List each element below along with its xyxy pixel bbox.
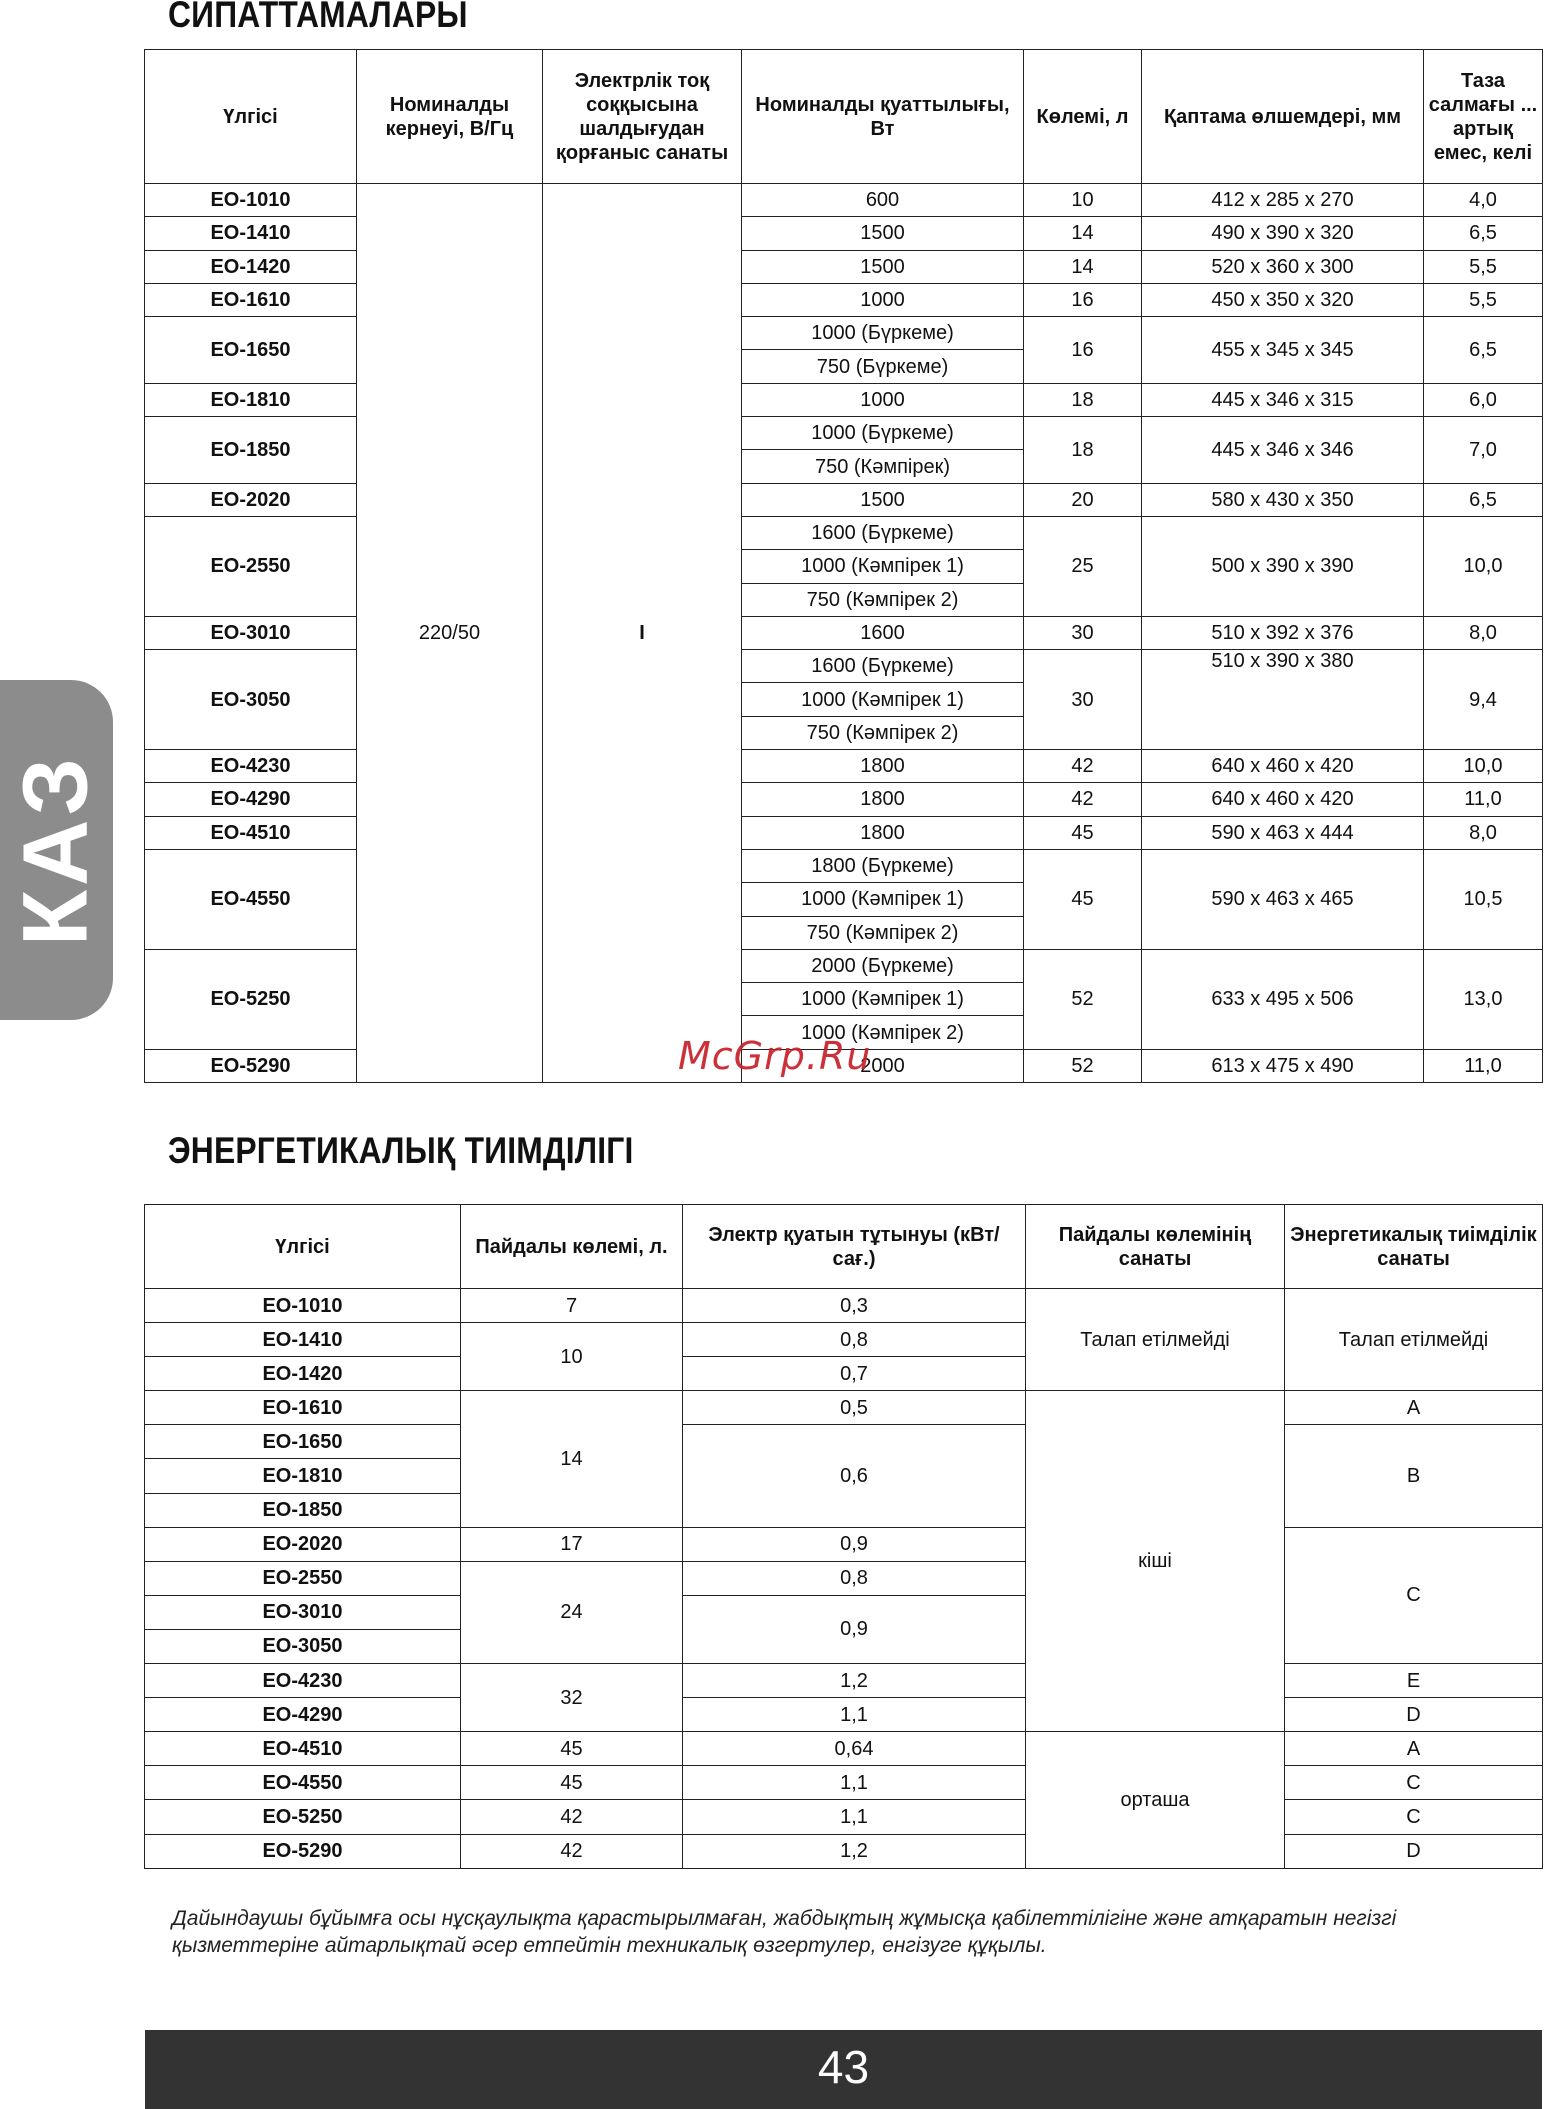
spec-power-cell: 1500 [742, 250, 1024, 283]
energy-model-cell: ЕО-4510 [145, 1732, 461, 1766]
spec-dimensions-cell: 490 x 390 x 320 [1142, 217, 1424, 250]
spec-volume-cell: 18 [1024, 383, 1142, 416]
spec-weight-cell: 6,5 [1424, 317, 1543, 384]
spec-dimensions-cell: 640 x 460 x 420 [1142, 750, 1424, 783]
spec-model-cell: ЕО-3010 [145, 616, 357, 649]
spec-volume-cell: 16 [1024, 283, 1142, 316]
energy-volume-cell: 10 [461, 1323, 683, 1391]
spec-model-cell: ЕО-2020 [145, 483, 357, 516]
spec-dimensions-cell: 445 x 346 x 346 [1142, 417, 1424, 484]
page-footer-bar [145, 2030, 1542, 2109]
energy-consumption-cell: 1,2 [683, 1834, 1026, 1868]
spec-power-cell: 750 (Кәмпірек) [742, 450, 1024, 483]
spec-table-row [145, 483, 1543, 516]
energy-model-cell: ЕО-1010 [145, 1289, 461, 1323]
spec-model-cell: ЕО-5290 [145, 1049, 357, 1082]
energy-volume-cell: 14 [461, 1391, 683, 1527]
spec-power-cell: 1000 (Кәмпірек 1) [742, 883, 1024, 916]
energy-volume-category-cell: Талап етілмейді [1026, 1289, 1285, 1391]
spec-header-volume: Көлемі, л [1024, 50, 1142, 184]
spec-volume-cell: 30 [1024, 650, 1142, 750]
energy-header-row [145, 1205, 1543, 1289]
spec-table-row [145, 750, 1543, 783]
energy-consumption-cell: 1,2 [683, 1664, 1026, 1698]
energy-model-cell: ЕО-3050 [145, 1629, 461, 1663]
spec-dimensions-cell: 613 x 475 x 490 [1142, 1049, 1424, 1082]
spec-power-cell: 1000 [742, 283, 1024, 316]
spec-weight-cell: 7,0 [1424, 417, 1543, 484]
spec-dimensions-cell: 500 x 390 x 390 [1142, 516, 1424, 616]
spec-header-protection: Электрлік тоқ соққысына шалдығудан қорғаныс санаты [543, 50, 742, 184]
spec-weight-cell: 5,5 [1424, 250, 1543, 283]
energy-volume-cell: 7 [461, 1289, 683, 1323]
spec-model-cell: ЕО-4510 [145, 816, 357, 849]
energy-volume-category-cell: кіші [1026, 1391, 1285, 1732]
spec-volume-cell: 45 [1024, 849, 1142, 949]
spec-table-row [145, 217, 1543, 250]
spec-model-cell: ЕО-3050 [145, 650, 357, 750]
spec-weight-cell: 10,5 [1424, 849, 1543, 949]
energy-table-row [145, 1800, 1543, 1834]
spec-table-row [145, 783, 1543, 816]
spec-table-row [145, 250, 1543, 283]
energy-efficiency-class-cell: A [1285, 1391, 1543, 1425]
spec-power-cell: 1000 [742, 383, 1024, 416]
spec-power-cell: 1600 (Бүркеме) [742, 516, 1024, 549]
spec-power-cell: 2000 [742, 1049, 1024, 1082]
spec-power-cell: 600 [742, 184, 1024, 217]
language-side-tab [0, 680, 113, 1020]
spec-power-cell: 1000 (Кәмпірек 2) [742, 1016, 1024, 1049]
energy-volume-cell: 42 [461, 1834, 683, 1868]
energy-efficiency-class-cell: A [1285, 1732, 1543, 1766]
energy-model-cell: ЕО-4290 [145, 1698, 461, 1732]
spec-weight-cell: 13,0 [1424, 949, 1543, 1049]
energy-consumption-cell: 0,9 [683, 1595, 1026, 1663]
energy-model-cell: ЕО-1810 [145, 1459, 461, 1493]
energy-volume-cell: 42 [461, 1800, 683, 1834]
spec-table-row [145, 383, 1543, 416]
spec-table-row [145, 816, 1543, 849]
energy-table-row [145, 1834, 1543, 1868]
energy-model-cell: ЕО-3010 [145, 1595, 461, 1629]
spec-weight-cell: 6,0 [1424, 383, 1543, 416]
energy-consumption-cell: 0,9 [683, 1527, 1026, 1561]
spec-section-title: СИПАТТАМАЛАРЫ [168, 0, 468, 35]
spec-weight-cell: 8,0 [1424, 816, 1543, 849]
energy-volume-cell: 45 [461, 1766, 683, 1800]
spec-model-cell: ЕО-1810 [145, 383, 357, 416]
spec-power-cell: 1000 (Бүркеме) [742, 417, 1024, 450]
energy-table-row [145, 1698, 1543, 1732]
footnote: Дайындаушы бұйымға осы нұсқаулықта қарастырылмаған, жабдықтың жұмысқа қабілеттілігіне және атқаратын негізгі қызметтеріне айтарлықтай әсер етпейтін техникалық өзгертулер, енгізуге құқылы. [172, 1907, 1397, 1957]
spec-model-cell: ЕО-1010 [145, 184, 357, 217]
energy-consumption-cell: 0,6 [683, 1425, 1026, 1527]
energy-consumption-cell: 1,1 [683, 1800, 1026, 1834]
energy-model-cell: ЕО-1420 [145, 1357, 461, 1391]
spec-volume-cell: 30 [1024, 616, 1142, 649]
spec-header-voltage: Номиналды кернеуі, В/Гц [357, 50, 543, 184]
spec-weight-cell: 4,0 [1424, 184, 1543, 217]
energy-model-cell: ЕО-4230 [145, 1664, 461, 1698]
energy-table-row [145, 1425, 1543, 1459]
energy-consumption-cell: 0,8 [683, 1323, 1026, 1357]
spec-dimensions-cell: 580 x 430 x 350 [1142, 483, 1424, 516]
spec-power-cell: 750 (Кәмпірек 2) [742, 916, 1024, 949]
spec-table-row [145, 184, 1543, 217]
energy-header-useful-volume: Пайдалы көлемі, л. [461, 1205, 683, 1289]
spec-model-cell: ЕО-1420 [145, 250, 357, 283]
spec-power-cell: 1600 [742, 616, 1024, 649]
energy-model-cell: ЕО-4550 [145, 1766, 461, 1800]
spec-model-cell: ЕО-1410 [145, 217, 357, 250]
spec-dimensions-cell: 455 x 345 x 345 [1142, 317, 1424, 384]
energy-consumption-cell: 0,8 [683, 1561, 1026, 1595]
spec-power-cell: 1800 (Бүркеме) [742, 849, 1024, 882]
energy-consumption-cell: 0,3 [683, 1289, 1026, 1323]
spec-dimensions-cell: 450 x 350 x 320 [1142, 283, 1424, 316]
spec-volume-cell: 18 [1024, 417, 1142, 484]
energy-consumption-cell: 1,1 [683, 1766, 1026, 1800]
energy-header-volume-category: Пайдалы көлемінің санаты [1026, 1205, 1285, 1289]
spec-weight-cell: 6,5 [1424, 217, 1543, 250]
energy-table-row [145, 1527, 1543, 1561]
spec-table [144, 49, 1543, 1083]
energy-model-cell: ЕО-2550 [145, 1561, 461, 1595]
energy-table-row [145, 1289, 1543, 1323]
spec-volume-cell: 10 [1024, 184, 1142, 217]
spec-power-cell: 1000 (Кәмпірек 1) [742, 683, 1024, 716]
energy-table [144, 1204, 1543, 1869]
spec-table-row [145, 417, 1543, 450]
spec-dimensions-cell: 445 x 346 x 315 [1142, 383, 1424, 416]
spec-power-cell: 1600 (Бүркеме) [742, 650, 1024, 683]
spec-header-dimensions: Қаптама өлшемдері, мм [1142, 50, 1424, 184]
spec-weight-cell: 10,0 [1424, 516, 1543, 616]
energy-consumption-cell: 1,1 [683, 1698, 1026, 1732]
spec-table-row [145, 849, 1543, 882]
spec-volume-cell: 20 [1024, 483, 1142, 516]
spec-power-cell: 750 (Кәмпірек 2) [742, 716, 1024, 749]
spec-power-cell: 1500 [742, 217, 1024, 250]
spec-dimensions-cell: 590 x 463 x 465 [1142, 849, 1424, 949]
spec-model-cell: ЕО-4230 [145, 750, 357, 783]
watermark: McGrp.Ru [678, 1034, 872, 1078]
spec-volume-cell: 42 [1024, 750, 1142, 783]
energy-table-row [145, 1766, 1543, 1800]
energy-section-title: ЭНЕРГЕТИКАЛЫҚ ТИІМДІЛІГІ [168, 1130, 634, 1171]
energy-table-row [145, 1732, 1543, 1766]
energy-efficiency-class-cell: C [1285, 1766, 1543, 1800]
language-tab-label: КАЗ [4, 753, 107, 947]
spec-model-cell: ЕО-1650 [145, 317, 357, 384]
spec-dimensions-cell: 633 x 495 x 506 [1142, 949, 1424, 1049]
energy-efficiency-class-cell: C [1285, 1527, 1543, 1663]
energy-consumption-cell: 0,64 [683, 1732, 1026, 1766]
spec-weight-cell: 9,4 [1424, 650, 1543, 750]
spec-weight-cell: 10,0 [1424, 750, 1543, 783]
spec-model-cell: ЕО-1610 [145, 283, 357, 316]
spec-dimensions-cell: 510 x 392 x 376 [1142, 616, 1424, 649]
energy-model-cell: ЕО-2020 [145, 1527, 461, 1561]
energy-table-row [145, 1664, 1543, 1698]
spec-volume-cell: 45 [1024, 816, 1142, 849]
spec-volume-cell: 52 [1024, 1049, 1142, 1082]
spec-dimensions-cell: 412 x 285 x 270 [1142, 184, 1424, 217]
spec-volume-cell: 16 [1024, 317, 1142, 384]
spec-weight-cell: 5,5 [1424, 283, 1543, 316]
energy-efficiency-class-cell: D [1285, 1834, 1543, 1868]
energy-model-cell: ЕО-1850 [145, 1493, 461, 1527]
spec-power-cell: 1000 (Бүркеме) [742, 317, 1024, 350]
spec-table-row [145, 650, 1543, 683]
energy-efficiency-class-cell: Талап етілмейді [1285, 1289, 1543, 1391]
spec-dimensions-cell: 510 x 390 x 380 [1142, 650, 1424, 750]
spec-dimensions-cell: 640 x 460 x 420 [1142, 783, 1424, 816]
energy-model-cell: ЕО-5250 [145, 1800, 461, 1834]
page-number: 43 [817, 2041, 870, 2093]
spec-power-cell: 1800 [742, 783, 1024, 816]
spec-model-cell: ЕО-5250 [145, 949, 357, 1049]
energy-consumption-cell: 0,5 [683, 1391, 1026, 1425]
energy-model-cell: ЕО-5290 [145, 1834, 461, 1868]
spec-table-row [145, 317, 1543, 350]
spec-weight-cell: 11,0 [1424, 783, 1543, 816]
spec-table-row [145, 283, 1543, 316]
energy-volume-cell: 24 [461, 1561, 683, 1663]
energy-header-consumption: Электр қуатын тұтынуы (кВт/сағ.) [683, 1205, 1026, 1289]
spec-power-cell: 1800 [742, 750, 1024, 783]
spec-header-row [145, 50, 1543, 184]
energy-efficiency-class-cell: C [1285, 1800, 1543, 1834]
spec-power-cell: 1000 (Кәмпірек 1) [742, 550, 1024, 583]
spec-volume-cell: 14 [1024, 250, 1142, 283]
spec-protection-cell: I [543, 184, 742, 1083]
energy-volume-cell: 17 [461, 1527, 683, 1561]
energy-volume-cell: 45 [461, 1732, 683, 1766]
spec-dimensions-cell: 590 x 463 x 444 [1142, 816, 1424, 849]
spec-table-row [145, 616, 1543, 649]
spec-volume-cell: 52 [1024, 949, 1142, 1049]
spec-power-cell: 1000 (Кәмпірек 1) [742, 983, 1024, 1016]
energy-header-model: Үлгісі [145, 1205, 461, 1289]
spec-weight-cell: 6,5 [1424, 483, 1543, 516]
energy-model-cell: ЕО-1610 [145, 1391, 461, 1425]
spec-table-row [145, 516, 1543, 549]
spec-model-cell: ЕО-4290 [145, 783, 357, 816]
energy-model-cell: ЕО-1410 [145, 1323, 461, 1357]
spec-table-row [145, 949, 1543, 982]
energy-header-efficiency-class: Энергетикалық тиімділік санаты [1285, 1205, 1543, 1289]
spec-power-cell: 750 (Кәмпірек 2) [742, 583, 1024, 616]
energy-consumption-cell: 0,7 [683, 1357, 1026, 1391]
energy-volume-cell: 32 [461, 1664, 683, 1732]
spec-weight-cell: 8,0 [1424, 616, 1543, 649]
spec-power-cell: 1800 [742, 816, 1024, 849]
spec-header-model: Үлгісі [145, 50, 357, 184]
energy-model-cell: ЕО-1650 [145, 1425, 461, 1459]
energy-efficiency-class-cell: D [1285, 1698, 1543, 1732]
energy-table-row [145, 1391, 1543, 1425]
spec-dimensions-cell: 520 x 360 x 300 [1142, 250, 1424, 283]
energy-efficiency-class-cell: E [1285, 1664, 1543, 1698]
spec-header-weight: Таза салмағы ... артық емес, келі [1424, 50, 1543, 184]
spec-volume-cell: 25 [1024, 516, 1142, 616]
spec-header-power: Номиналды қуаттылығы, Вт [742, 50, 1024, 184]
spec-model-cell: ЕО-1850 [145, 417, 357, 484]
energy-efficiency-class-cell: B [1285, 1425, 1543, 1527]
spec-power-cell: 1500 [742, 483, 1024, 516]
spec-weight-cell: 11,0 [1424, 1049, 1543, 1082]
spec-volume-cell: 42 [1024, 783, 1142, 816]
energy-volume-category-cell: орташа [1026, 1732, 1285, 1868]
spec-model-cell: ЕО-4550 [145, 849, 357, 949]
spec-power-cell: 2000 (Бүркеме) [742, 949, 1024, 982]
spec-voltage-cell: 220/50 [357, 184, 543, 1083]
spec-power-cell: 750 (Бүркеме) [742, 350, 1024, 383]
spec-model-cell: ЕО-2550 [145, 516, 357, 616]
spec-volume-cell: 14 [1024, 217, 1142, 250]
